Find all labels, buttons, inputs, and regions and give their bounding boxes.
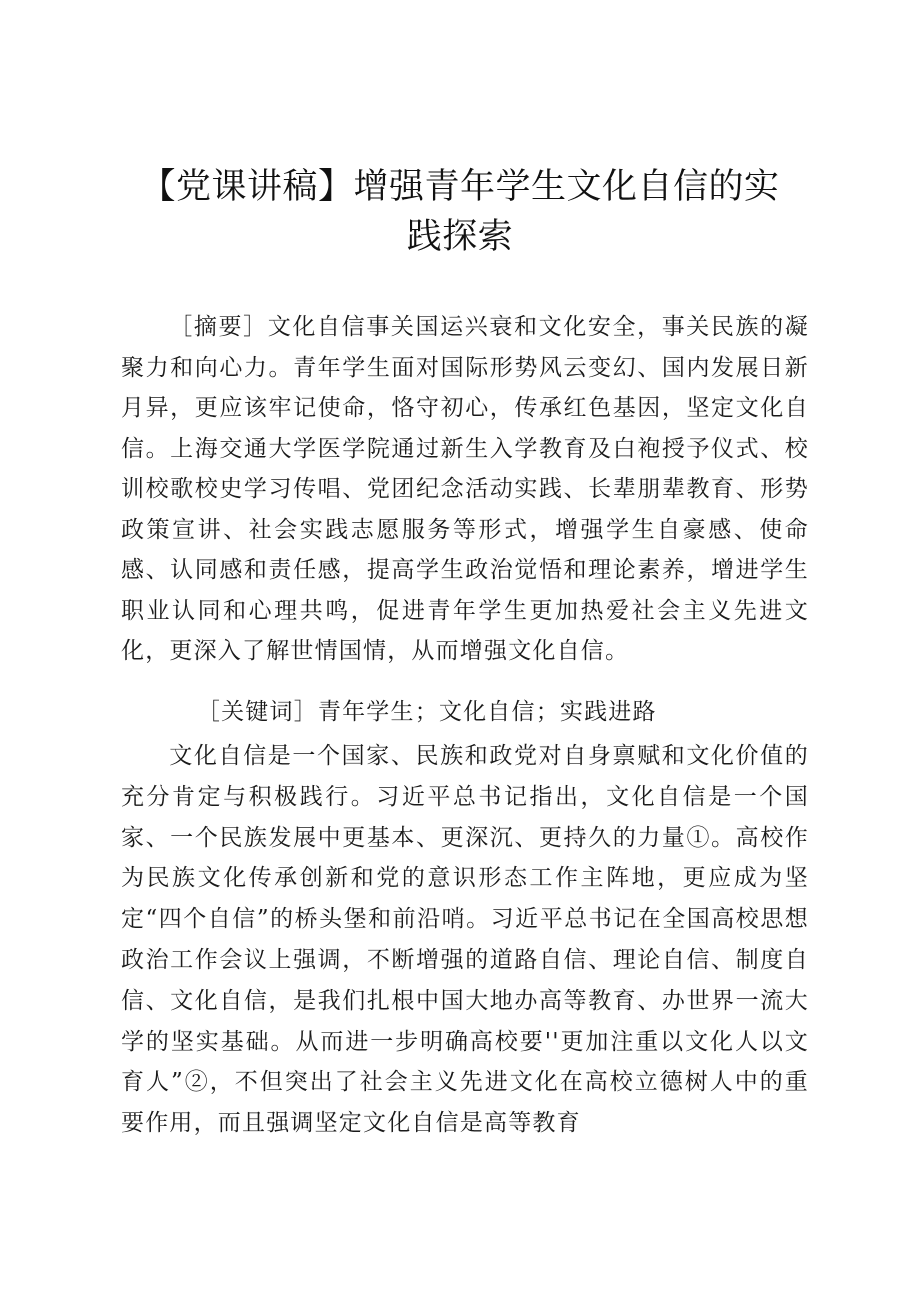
keywords-text: 青年学生；文化自信；实践进路 — [317, 699, 657, 725]
keywords-line — [121, 692, 809, 733]
abstract-label: ［摘要］ — [169, 314, 268, 340]
abstract-paragraph — [121, 307, 809, 672]
body-paragraph: 文化自信是一个国家、民族和政党对自身禀赋和文化价值的充分肯定与积极践行。习近平总书记指出，文化自信是一个国家、一个民族发展中更基本、更深沉、更持久的力量①。高校作为民族文化传承创新和党的意识形态工作主阵地，更应成为坚定“四个自信”的桥头堡和前沿哨。习近平总书记在全国高校思想政治工作会议上强调，不断增强的道路自信、理论自信、制度自信、文化自信，是我们扎根中国大地办高等教育、办世界一流大学的坚实基础。从而进一步明确高校要''更加注重以文化人以文育人”②，不但突出了社会主义先进文化在高校立德树人中的重要作用，而且强调坚定文化自信是高等教育 — [121, 743, 809, 1137]
keywords-label: ［关键词］ — [196, 699, 318, 725]
abstract-text: 文化自信事关国运兴衰和文化安全，事关民族的凝聚力和向心力。青年学生面对国际形势风云变幻、国内发展日新月异，更应该牢记使命，恪守初心，传承红色基因，坚定文化自信。上海交通大学医学院通过新生入学教育及白袍授予仪式、校训校歌校史学习传唱、党团纪念活动实践、长辈朋辈教育、形势政策宣讲、社会实践志愿服务等形式，增强学生自豪感、使命感、认同感和责任感，提高学生政治觉悟和理论素养，增进学生职业认同和心理共鸣，促进青年学生更加热爱社会主义先进文化，更深入了解世情国情，从而增强文化自信。 — [121, 314, 809, 664]
document-title: 【党课讲稿】增强青年学生文化自信的实践探索 — [140, 167, 780, 257]
